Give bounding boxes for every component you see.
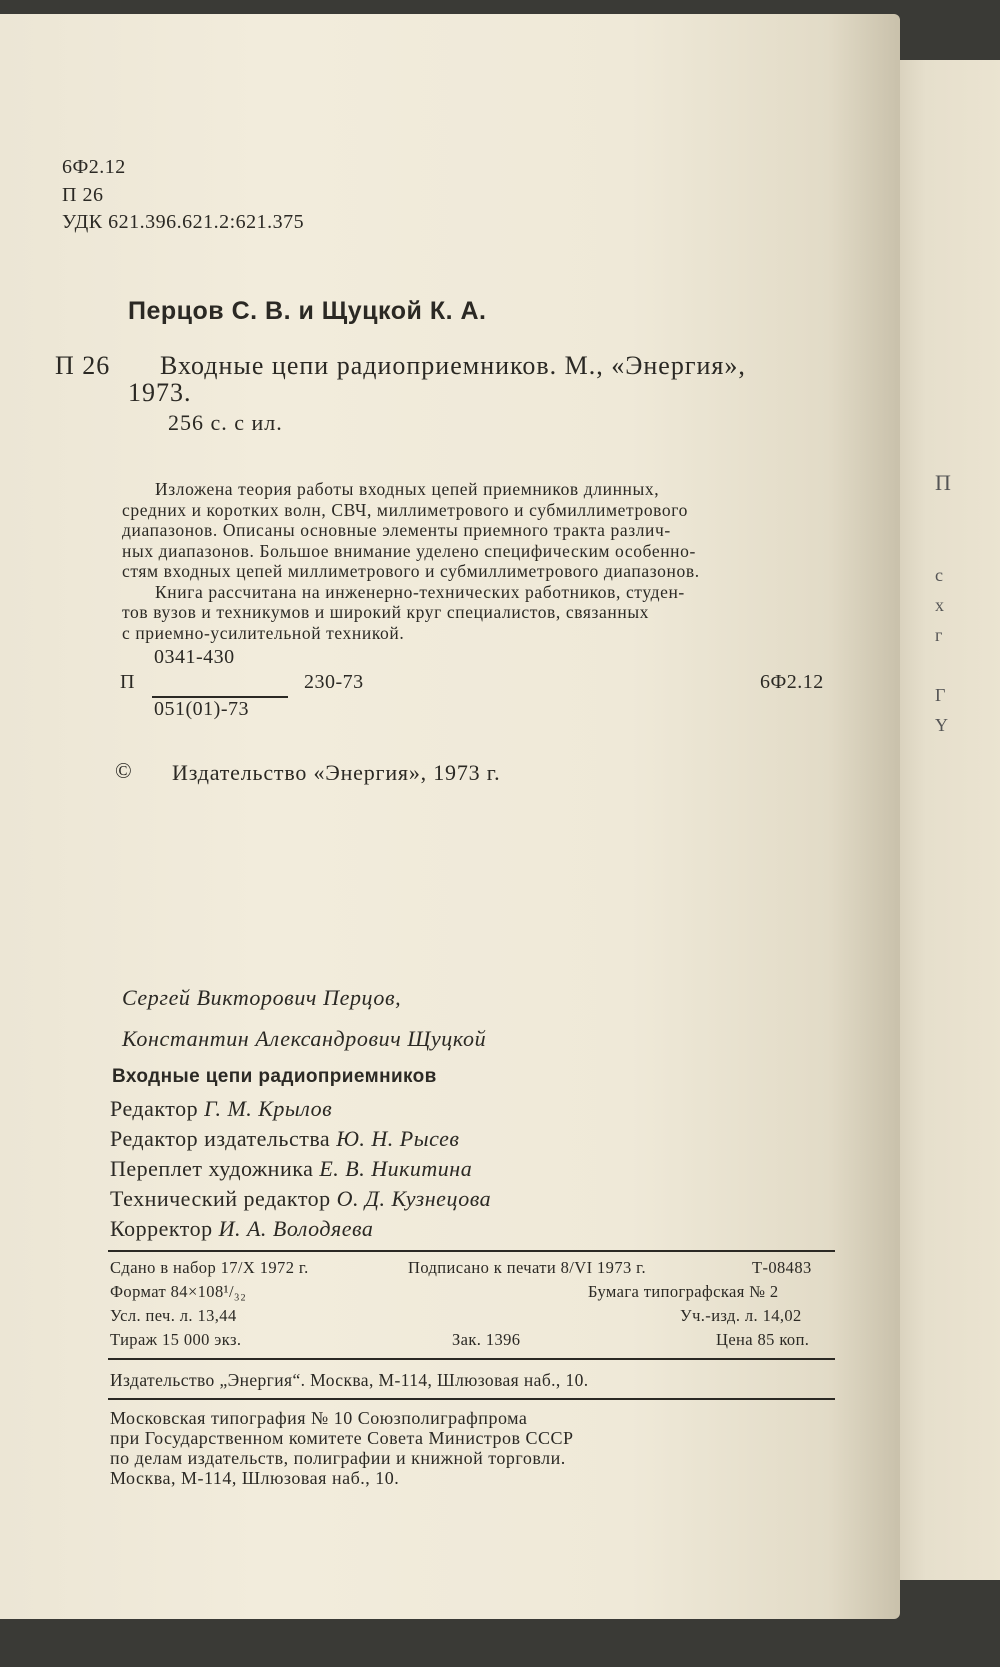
printer-info — [110, 1408, 574, 1488]
credit-proofreader: Корректор И. А. Володяева — [110, 1216, 374, 1241]
imprint-t-number: Т-08483 — [752, 1258, 812, 1277]
udk-code: УДК 621.396.621.2:621.375 — [62, 211, 305, 233]
imprint-uch: Уч.-изд. л. 14,02 — [680, 1306, 802, 1325]
abstract-line: диапазонов. Описаны основные элементы приемного тракта различ- — [122, 520, 671, 540]
adjacent-page-fragment: г — [935, 625, 943, 645]
imprint-bottom-rule — [108, 1398, 835, 1400]
adjacent-page-fragment: П — [935, 470, 951, 495]
abstract-line: тов вузов и техникумов и широкий круг специалистов, связанных — [122, 602, 650, 622]
abstract-line: ных диапазонов. Большое внимание уделено специфическим особенно- — [122, 540, 696, 561]
abstract — [122, 479, 835, 643]
adjacent-page-fragment: Y — [935, 715, 948, 735]
catalog-code-number: 230-73 — [304, 671, 364, 693]
credit-tech-editor: Технический редактор О. Д. Кузнецова — [110, 1186, 492, 1211]
imprint-tirazh: Тираж 15 000 экз. — [110, 1330, 242, 1349]
copyright-text: Издательство «Энергия», 1973 г. — [172, 760, 501, 785]
imprint-zak: Зак. 1396 — [452, 1330, 521, 1349]
printer-line: по делам издательств, полиграфии и книжной торговли. — [110, 1448, 566, 1468]
abstract-line: с приемно-усилительной техникой. — [122, 622, 405, 643]
book-title-entry: Входные цепи радиоприемников. М., «Энергия», — [160, 351, 746, 380]
catalog-code-numerator: 0341-430 — [154, 646, 235, 668]
abstract-line: стям входных цепей миллиметрового и субмиллиметрового диапазонов. — [122, 561, 700, 581]
abstract-line: Изложена теория работы входных цепей приемников длинных, — [155, 479, 660, 499]
printer-line: при Государственном комитете Совета Министров СССР — [110, 1428, 574, 1448]
imprint-signed: Подписано к печати 8/VI 1973 г. — [408, 1258, 646, 1277]
bbk-code: 6Ф2.12 — [62, 156, 126, 178]
shelf-code: П 26 — [62, 184, 104, 206]
credit-title: Входные цепи радиоприемников — [112, 1066, 437, 1087]
imprint-sent: Сдано в набор 17/X 1972 г. — [110, 1258, 309, 1277]
credit-author-2: Константин Александрович Щуцкой — [122, 1026, 487, 1051]
page-count: 256 с. с ил. — [168, 410, 283, 435]
abstract-line: Книга рассчитана на инженерно-технических работников, студен- — [155, 581, 685, 602]
imprint-price: Цена 85 коп. — [716, 1330, 810, 1349]
book-year: 1973. — [128, 378, 192, 407]
printer-line: Московская типография № 10 Союзполиграфпрома — [110, 1408, 528, 1428]
credit-editor: Редактор Г. М. Крылов — [110, 1096, 333, 1121]
authors-heading: Перцов С. В. и Щуцкой К. А. — [128, 297, 487, 325]
adjacent-page-fragment: с — [935, 565, 943, 585]
imprint-format: Формат 84×108¹/₃₂ — [110, 1282, 247, 1301]
credit-publisher-editor: Редактор издательства Ю. Н. Рысев — [110, 1126, 460, 1151]
copyright-symbol: © — [115, 758, 133, 783]
printer-line: Москва, М-114, Шлюзовая наб., 10. — [110, 1468, 400, 1488]
imprint-top-rule — [108, 1250, 835, 1252]
catalog-index: П 26 — [55, 351, 111, 380]
credit-author-1: Сергей Викторович Перцов, — [122, 985, 402, 1010]
imprint-mid-rule — [108, 1358, 835, 1360]
catalog-code-letter: П — [120, 671, 135, 693]
catalog-code-bbk: 6Ф2.12 — [760, 671, 824, 693]
adjacent-page-fragment: х — [935, 595, 944, 615]
imprint-usl: Усл. печ. л. 13,44 — [110, 1306, 237, 1325]
imprint-publisher: Издательство „Энергия“. Москва, М-114, Шлюзовая наб., 10. — [110, 1370, 589, 1390]
credit-cover-artist: Переплет художника Е. В. Никитина — [110, 1156, 473, 1181]
abstract-line: средних и коротких волн, СВЧ, миллиметрового и субмиллиметрового — [122, 499, 688, 520]
adjacent-page-fragment: Г — [935, 685, 946, 705]
book-page — [0, 14, 900, 1619]
imprint-paper: Бумага типографская № 2 — [588, 1282, 779, 1301]
catalog-code-denominator: 051(01)-73 — [154, 698, 249, 720]
